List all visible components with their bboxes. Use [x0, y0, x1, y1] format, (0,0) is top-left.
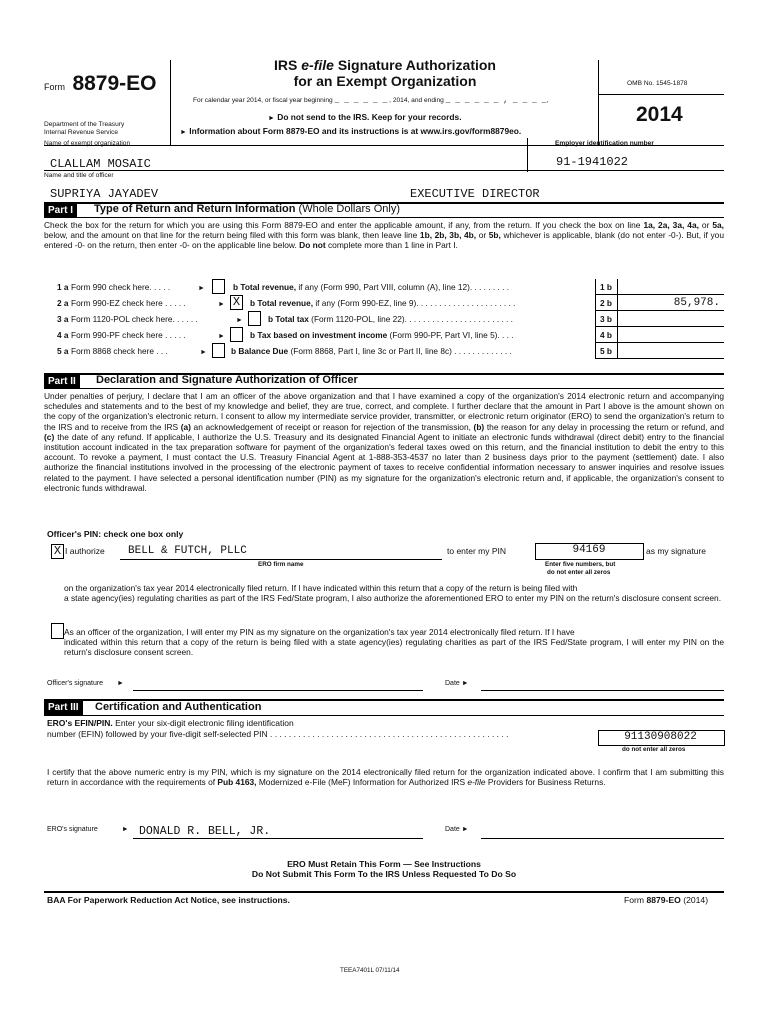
- line-ref: 5 b: [600, 346, 612, 356]
- calendar-year-line: [193, 96, 548, 105]
- retain-line1: ERO Must Retain This Form — See Instructions: [287, 859, 481, 869]
- line-check-label: Form 1120-POL check here. . . . . .: [71, 314, 198, 324]
- part1-intro-text: complete more than 1 line in Part I.: [325, 240, 458, 251]
- amount-column-ref: [617, 279, 618, 359]
- part1-intro-text: whichever is applicable, blank (do not enter -0-). But, if you entered -0- on the return, then enter -0- on the applicable line below.: [44, 230, 724, 251]
- part2-title-rule: [44, 388, 724, 389]
- amount-column-left: [595, 279, 596, 359]
- line-1b-amount[interactable]: [620, 281, 720, 294]
- part3-title-rule: [44, 715, 724, 716]
- line-b-description: [250, 329, 514, 342]
- line-ref: 3 b: [600, 314, 612, 324]
- efin-text1: Enter your six-digit electronic filing identification: [112, 718, 294, 728]
- do-not-send-text: Do not send to the IRS. Keep for your records.: [277, 112, 462, 122]
- arrow-icon: ►: [200, 349, 207, 356]
- retain-line2: Do Not Submit This Form To the IRS Unless Requested To Do So: [251, 869, 517, 879]
- amount-row-rule: [595, 310, 724, 311]
- form-1120pol-checkbox[interactable]: [248, 311, 261, 326]
- line-number: 3 a: [57, 314, 69, 324]
- omb-number: OMB No. 1545-1878: [627, 80, 688, 87]
- form-990pf-checkbox[interactable]: [230, 327, 243, 342]
- header-divider-right: [598, 60, 599, 145]
- line-2b-amount[interactable]: 85,978.: [673, 297, 720, 309]
- ein-divider: [527, 138, 528, 172]
- form-ref-b: 8879-EO: [646, 895, 681, 905]
- arrow-icon: ►: [236, 317, 243, 324]
- part1-intro-bold: 1a, 2a, 3a, 4a,: [643, 220, 699, 230]
- line-ref: 4 b: [600, 330, 612, 340]
- cert-text: Modernized e-File (MeF) Information for Authorized IRS: [256, 777, 468, 788]
- officer-enter-pin-checkbox[interactable]: [51, 623, 64, 639]
- line-number: 1 a: [57, 282, 69, 292]
- line-b-bold: b Balance Due: [231, 346, 289, 356]
- declaration-text: the date of any refund. If applicable, I authorize the U.S. Treasury and its designated Financial Agent to initiate an electronic funds withdrawal (direct debit) entry to the financial institution account indicated in the tax preparation software for payment of the organization's federal taxes owed on this return, and the financial institution to debit the entry to this account. To revoke a payment, I must contact the U.S. Treasury Financial Agent at 1-888-353-4537 no later than 2 business days prior to the payment (settlement) date. I also authorize the financial institutions involved in the processing of the electronic payment of taxes to receive confidential information necessary to answer inquiries and resolve issues related to the payment. I have selected a personal identification number (PIN) as my signature for the organization's electronic return and, if applicable, the organization's consent to electronic funds withdrawal.: [44, 431, 724, 493]
- arrow-icon: ►: [218, 301, 225, 308]
- part1-intro-text: below, and the amount on that line for the return being filed with this form was blank, then leave line: [44, 230, 420, 241]
- part1-intro-bold: 1b, 2b, 3b, 4b,: [419, 230, 477, 241]
- form-footer-ref: [624, 895, 708, 905]
- cert-text: Providers for Business Returns.: [485, 777, 606, 788]
- ero-signature-label: [47, 826, 129, 833]
- declaration-bold: (c): [44, 431, 55, 442]
- line-b-text: (Form 8868, Part I, line 3c or Part II, line 8c) . . . . . . . . . . . . .: [288, 346, 512, 356]
- retain-notice: [44, 859, 724, 879]
- arrow-icon: ►: [198, 285, 205, 292]
- footer-rule: [44, 891, 724, 893]
- calendar-suffix: ,: [546, 97, 549, 104]
- calendar-mid: , 2014, and ending: [389, 97, 444, 104]
- dept-line2: Internal Revenue Service: [44, 129, 119, 136]
- line-check-label: Form 990-EZ check here . . . . .: [71, 298, 186, 308]
- ein-label: Employer identification number: [555, 140, 654, 147]
- part2-title: Declaration and Signature Authorization of Officer: [96, 374, 358, 386]
- pin-note-line2: do not enter all zeros: [547, 569, 611, 576]
- declaration-text: Under penalties of perjury, I declare that I am an officer of the above organization and that I have examined a copy of the organization's 2014 electronic return and accompanying schedules and statements and to the best of my knowledge and belief, they are true, correct, and complete. I further declare that the amount in Part I above is the amount shown on the copy of the organization's electronic return. I consent to allow my intermediate service provider, transmitter, or electronic return originator (ERO) to send the organization's return to the IRS and to receive from the IRS: [44, 391, 724, 432]
- line-b-bold: b Total revenue,: [250, 298, 314, 308]
- officer-name-field[interactable]: SUPRIYA JAYADEV: [50, 187, 159, 201]
- line-5b-amount[interactable]: [620, 345, 720, 358]
- part1-intro-bold: 5b,: [488, 230, 501, 241]
- line-number: 2 a: [57, 298, 69, 308]
- pin-heading: Officer's PIN: check one box only: [47, 529, 184, 539]
- calendar-prefix: For calendar year 2014, or fiscal year beginning: [193, 97, 333, 104]
- officer-date-field[interactable]: [481, 690, 724, 691]
- efin-instructions: [47, 718, 595, 740]
- declaration-bold: (b): [473, 421, 485, 432]
- amount-row-rule: [595, 342, 724, 343]
- part1-label: Part I: [44, 203, 77, 218]
- declaration-text: the reason for any delay in processing the return or refund, and: [484, 421, 724, 432]
- part1-title-rule: [44, 217, 724, 218]
- fiscal-begin-field[interactable]: _ _ _ _ _ _: [334, 96, 388, 105]
- header-divider-left: [170, 60, 171, 145]
- arrow-icon: ►: [461, 680, 469, 687]
- ero-date-field[interactable]: [481, 838, 724, 839]
- ein-field[interactable]: 91-1941022: [556, 155, 629, 169]
- fiscal-end-field[interactable]: _ _ _ _ _ _ , _ _ _ _: [445, 96, 547, 105]
- as-signature-text: as my signature: [646, 546, 706, 556]
- part1-intro-bold: Do not: [299, 240, 326, 251]
- do-not-send-line: [268, 112, 462, 122]
- part3-label: Part III: [44, 700, 83, 715]
- org-name-field[interactable]: CLALLAM MOSAIC: [50, 157, 151, 171]
- line-check-label: Form 990-PF check here . . . . .: [71, 330, 186, 340]
- title-part-a: IRS: [274, 57, 302, 73]
- part1-intro-text: or: [698, 220, 713, 230]
- officer-date-label: [445, 680, 469, 687]
- officer-enter-text: [64, 627, 724, 658]
- line-3b-amount[interactable]: [620, 313, 720, 326]
- line-check-label: Form 8868 check here . . .: [71, 346, 168, 356]
- form-990ez-checkbox[interactable]: X: [230, 295, 243, 310]
- declaration-text: an acknowledgement of receipt or reason for rejection of the transmission,: [190, 421, 474, 432]
- department-label: [44, 121, 124, 137]
- line-b-bold: b Tax based on investment income: [250, 330, 388, 340]
- form-word: Form: [44, 82, 65, 92]
- part1-title-bold: Type of Return and Return Information: [94, 203, 296, 215]
- part2-label: Part II: [44, 374, 80, 389]
- tax-year: 2014: [636, 103, 683, 126]
- arrow-icon: ►: [268, 115, 275, 122]
- form-990-checkbox[interactable]: [212, 279, 225, 294]
- ero-sig-text: ERO's signature: [47, 826, 98, 833]
- ero-date-label: [445, 826, 469, 833]
- line-number: 5 a: [57, 346, 69, 356]
- line-b-description: [250, 297, 515, 310]
- officer-enter-line2: indicated within this return that a copy of the return is being filed with a state agency(ies) regulating charities as part of the IRS Fed/State program, I will enter my PIN on the return's disclosure consent screen.: [64, 637, 724, 658]
- omb-divider: [598, 94, 724, 95]
- form-number: 8879-EO: [72, 72, 157, 95]
- line-b-description: [233, 281, 509, 294]
- line-b-text: (Form 990-PF, Part VI, line 5). . . .: [387, 330, 514, 340]
- ero-firm-rule: [120, 559, 442, 560]
- pin-note-line1: Enter five numbers, but: [545, 561, 616, 568]
- part1-title: [94, 202, 400, 217]
- pin-note: [545, 561, 615, 577]
- efin-text2: number (EFIN) followed by your five-digit self-selected PIN . . . . . . . . . . . . . . . . . . . . . . . . . . . . . . . . . . . . . . . . . . . . . . . . . . .: [47, 729, 509, 739]
- org-row-rule: [44, 170, 724, 171]
- arrow-icon: ►: [121, 826, 129, 833]
- authorize-continuation: [64, 583, 724, 603]
- arrow-icon: ►: [218, 333, 225, 340]
- form-ref-a: Form: [624, 895, 647, 905]
- officer-label: Name and title of officer: [44, 172, 114, 179]
- declaration-bold: (a): [180, 421, 191, 432]
- software-code: TEEA7401L 07/11/14: [340, 967, 400, 974]
- authorize-ero-checkbox[interactable]: X: [51, 544, 64, 559]
- form-8868-checkbox[interactable]: [212, 343, 225, 358]
- info-line: [180, 126, 521, 136]
- authorize-line1: on the organization's tax year 2014 electronically filed return. If I have indicated within this return that a copy of the return is being filed with: [64, 583, 578, 593]
- part1-intro-text: or: [476, 230, 489, 241]
- cert-bold: Pub 4163,: [217, 777, 257, 788]
- line-ref: 1 b: [600, 282, 612, 292]
- certification-text: [47, 767, 724, 787]
- date-text: Date: [445, 680, 460, 687]
- line-ref: 2 b: [600, 298, 612, 308]
- part1-intro-bold: 5a,: [712, 220, 724, 230]
- ero-signature-rule: [133, 838, 423, 839]
- form-number-block: [44, 72, 157, 96]
- title-line2: for an Exempt Organization: [293, 73, 477, 89]
- ero-firm-field[interactable]: BELL & FUTCH, PLLC: [128, 545, 247, 557]
- cert-text: I certify that the above numeric entry is my PIN, which is my signature on the 2014 electronically filed return for the organization indicated above. I confirm that I am submitting this return in accordance with the requirements of: [47, 767, 724, 788]
- date-text: Date: [445, 826, 460, 833]
- line-b-description: [268, 313, 513, 326]
- line-b-description: [231, 345, 512, 358]
- officer-sig-text: Officer's signature: [47, 680, 104, 687]
- baa-notice: BAA For Paperwork Reduction Act Notice, see instructions.: [47, 895, 290, 905]
- cert-em: e-file: [467, 777, 486, 788]
- line-b-text: if any (Form 990, Part VIII, column (A), line 12). . . . . . . . .: [296, 282, 510, 292]
- amount-row-rule: [595, 294, 724, 295]
- part1-intro-text: Check the box for the return for which you are using this Form 8879-EO and enter the applicable amount, if any, from the return. If you check the box on line: [44, 220, 644, 230]
- efin-note: do not enter all zeros: [622, 746, 686, 753]
- officer-signature-label: [47, 680, 124, 687]
- amount-row-rule: [595, 326, 724, 327]
- authorize-line2: a state agency(ies) regulating charities as part of the IRS Fed/State program, I also authorize the aforementioned ERO to enter my PIN on the return's disclosure consent screen.: [64, 593, 722, 604]
- line-4b-amount[interactable]: [620, 329, 720, 342]
- part2-declaration: [44, 391, 724, 493]
- ero-firm-label: ERO firm name: [258, 561, 304, 568]
- form-title: [172, 57, 598, 89]
- dept-line1: Department of the Treasury: [44, 121, 125, 128]
- line-check-label: Form 990 check here. . . . .: [71, 282, 171, 292]
- arrow-icon: ►: [461, 826, 469, 833]
- to-enter-text: to enter my PIN: [447, 546, 507, 556]
- efin-pin-field[interactable]: 91130908022: [624, 731, 697, 743]
- amount-row-rule: [595, 358, 724, 359]
- arrow-icon: ►: [117, 680, 124, 687]
- org-name-label: Name of exempt organization: [44, 140, 131, 147]
- officer-signature-field[interactable]: [133, 690, 423, 691]
- part1-instructions: [44, 220, 724, 251]
- line-b-bold: b Total revenue,: [233, 282, 297, 292]
- officer-pin-field[interactable]: 94169: [572, 544, 606, 556]
- part1-title-normal: (Whole Dollars Only): [295, 203, 400, 215]
- arrow-icon: ►: [180, 129, 187, 136]
- form-ref-c: (2014): [680, 895, 709, 905]
- line-b-text: (Form 1120-POL, line 22). . . . . . . . . . . . . . . . . . . . . . . .: [308, 314, 513, 324]
- authorize-text: I authorize: [65, 546, 105, 556]
- title-part-b: Signature Authorization: [333, 57, 496, 73]
- title-efile: e-file: [301, 57, 334, 73]
- info-text: Information about Form 8879-EO and its instructions is at www.irs.gov/form8879eo.: [189, 126, 522, 136]
- officer-enter-line1: As an officer of the organization, I will enter my PIN as my signature on the organization's tax year 2014 electronically filed return. If I have: [64, 627, 575, 637]
- part3-title: Certification and Authentication: [95, 701, 262, 713]
- line-b-text: if any (Form 990-EZ, line 9). . . . . . . . . . . . . . . . . . . . . .: [313, 298, 516, 308]
- line-number: 4 a: [57, 330, 69, 340]
- officer-title-field[interactable]: EXECUTIVE DIRECTOR: [410, 187, 540, 201]
- ero-signature-field[interactable]: DONALD R. BELL, JR.: [139, 825, 271, 838]
- efin-bold: ERO's EFIN/PIN.: [47, 718, 113, 728]
- line-b-bold: b Total tax: [268, 314, 309, 324]
